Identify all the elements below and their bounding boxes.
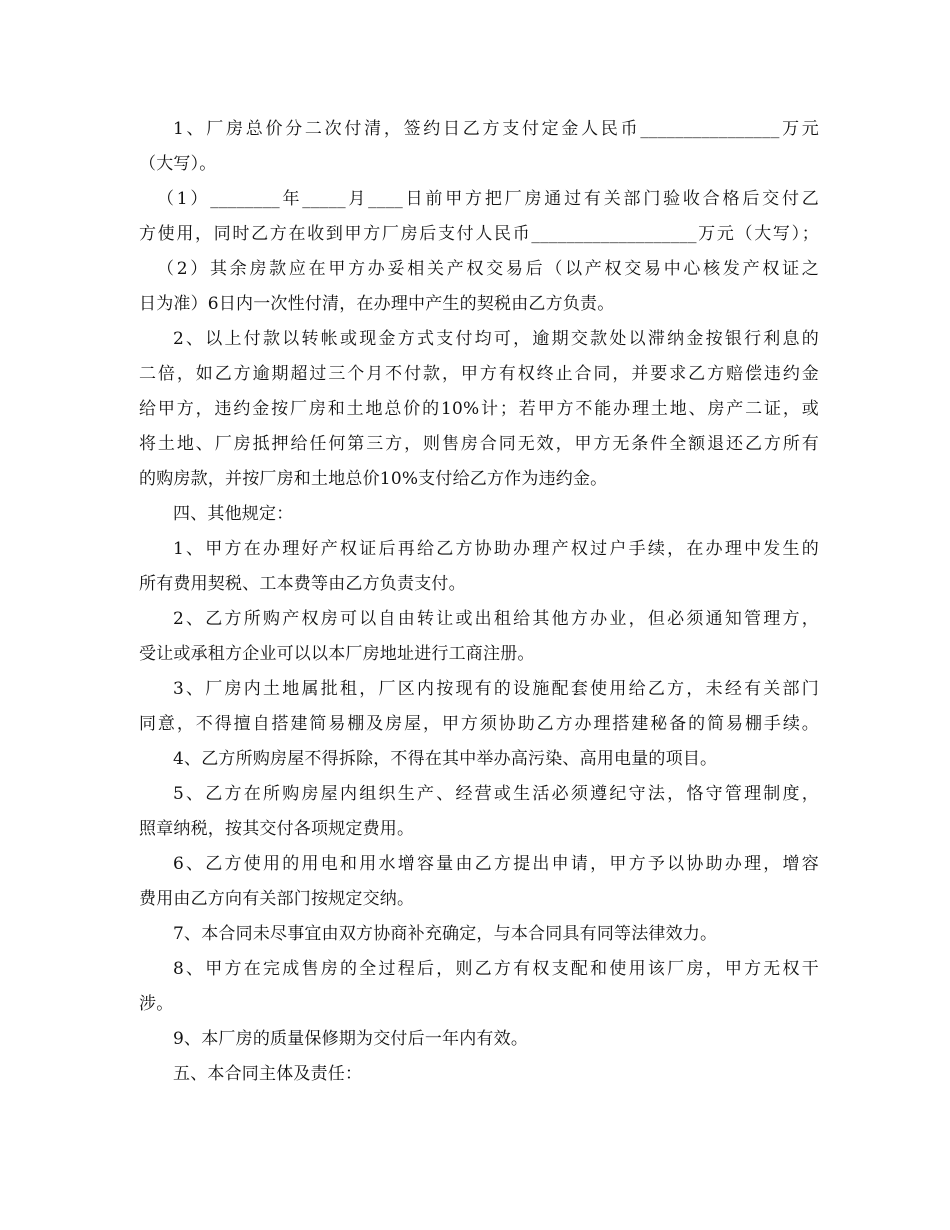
text-line: 的购房款，并按厂房和土地总价10%支付给乙方作为违约金。 — [139, 469, 608, 489]
text-line: 将土地、厂房抵押给任何第三方，则售房合同无效，甲方无条件全额退还乙方所有 — [139, 434, 819, 454]
text-line: 8、甲方在完成售房的全过程后，则乙方有权支配和使用该厂房，甲方无权干 — [173, 959, 819, 979]
text-line: 7、本合同未尽事宜由双方协商补充确定，与本合同具有同等法律效力。 — [173, 924, 718, 944]
text-line: 五、本合同主体及责任： — [173, 1064, 363, 1084]
text-line: 费用由乙方向有关部门按规定交纳。 — [139, 889, 415, 909]
text-line: 5、乙方在所购房屋内组织生产、经营或生活必须遵纪守法，恪守管理制度， — [173, 784, 819, 804]
text-line: 日为准）6日内一次性付清，在办理中产生的契税由乙方负责。 — [139, 294, 615, 314]
text-line: 给甲方，违约金按厂房和土地总价的10%计；若甲方不能办理土地、房产二证，或 — [139, 399, 819, 419]
text-line: 二倍，如乙方逾期超过三个月不付款，甲方有权终止合同，并要求乙方赔偿违约金 — [139, 364, 819, 384]
text-line: 1、甲方在办理好产权证后再给乙方协助办理产权过户手续，在办理中发生的 — [173, 539, 819, 559]
text-line: 照章纳税，按其交付各项规定费用。 — [139, 819, 415, 839]
text-line: 所有费用契税、工本费等由乙方负责支付。 — [139, 574, 466, 594]
text-line: 4、乙方所购房屋不得拆除，不得在其中举办高污染、高用电量的项目。 — [173, 749, 718, 769]
text-line: 2、乙方所购产权房可以自由转让或出租给其他方办业，但必须通知管理方， — [173, 609, 819, 629]
text-line: 涉。 — [139, 994, 174, 1014]
text-line: （大写）。 — [139, 154, 217, 174]
text-line: 四、其他规定： — [173, 504, 294, 524]
text-line: （2）其余房款应在甲方办妥相关产权交易后（以产权交易中心核发产权证之 — [157, 259, 819, 279]
text-line: 9、本厂房的质量保修期为交付后一年内有效。 — [173, 1029, 529, 1049]
text-line: 3、厂房内土地属批租，厂区内按现有的设施配套使用给乙方，未经有关部门 — [173, 679, 819, 699]
text-line: 受让或承租方企业可以以本厂房地址进行工商注册。 — [139, 644, 535, 664]
text-line: 方使用，同时乙方在收到甲方厂房后支付人民币___________________万元（大写）； — [139, 224, 819, 244]
text-line: 1、厂房总价分二次付清，签约日乙方支付定金人民币________________万元 — [173, 119, 819, 139]
text-line: 2、以上付款以转帐或现金方式支付均可，逾期交款处以滞纳金按银行利息的 — [173, 329, 819, 349]
text-line: 同意，不得擅自搭建简易棚及房屋，甲方须协助乙方办理搭建秘备的简易棚手续。 — [139, 714, 819, 734]
text-line: （1）________年_____月____日前甲方把厂房通过有关部门验收合格后交付乙 — [157, 189, 819, 209]
text-line: 6、乙方使用的用电和用水增容量由乙方提出申请，甲方予以协助办理，增容 — [173, 854, 819, 874]
document-body — [139, 112, 819, 1092]
